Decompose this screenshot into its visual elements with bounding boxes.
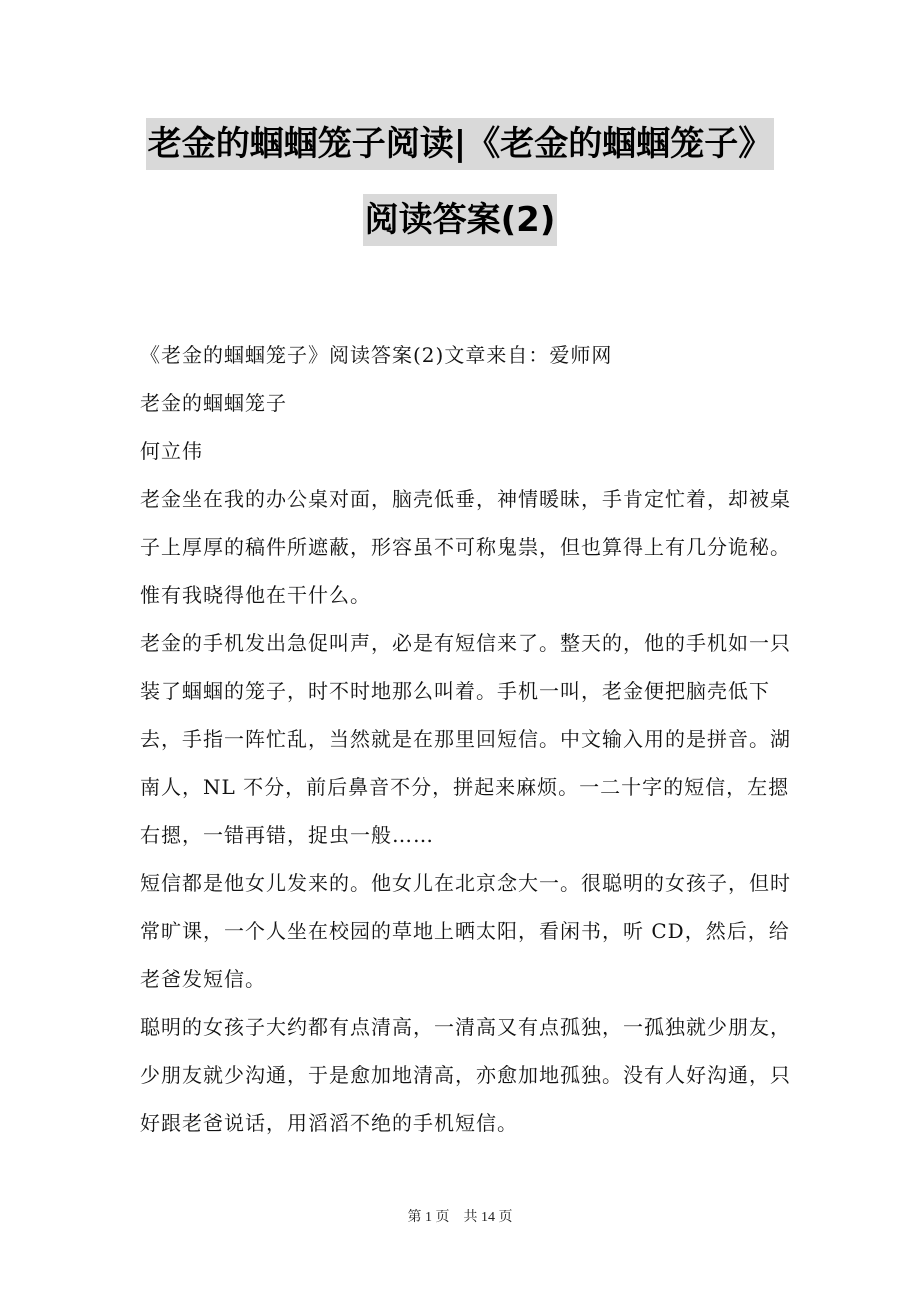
paragraph: 聪明的女孩子大约都有点清高，一清高又有点孤独，一孤独就少朋友，少朋友就少沟通，于是愈加地清高，亦愈加地孤独。没有人好沟通，只好跟老爸说话，用滔滔不绝的手机短信。 bbox=[140, 1015, 791, 1135]
paragraph: 老金坐在我的办公桌对面，脑壳低垂，神情暖昧，手肯定忙着，却被桌子上厚厚的稿件所遮蔽，形容虽不可称鬼祟，但也算得上有几分诡秘。 bbox=[140, 487, 791, 559]
title-line-1: 老金的蝈蝈笼子阅读|《老金的蝈蝈笼子》 bbox=[146, 118, 774, 170]
document-body bbox=[140, 331, 792, 1147]
paragraph: 短信都是他女儿发来的。他女儿在北京念大一。很聪明的女孩子，但时常旷课，一个人坐在校园的草地上晒太阳，看闲书，听 CD，然后，给老爸发短信。 bbox=[140, 871, 791, 991]
title-line-2: 阅读答案(2) bbox=[363, 194, 558, 246]
author-name: 何立伟 bbox=[140, 439, 203, 463]
article-title: 老金的蝈蝈笼子 bbox=[140, 391, 287, 415]
paragraph: 惟有我晓得他在干什么。 bbox=[140, 583, 371, 607]
page-number-footer: 第 1 页 共 14 页 bbox=[407, 1210, 513, 1225]
paragraph: 老金的手机发出急促叫声，必是有短信来了。整天的，他的手机如一只装了蝈蝈的笼子，时不时地那么叫着。手机一叫，老金便把脑壳低下去，手指一阵忙乱，当然就是在那里回短信。中文输入用的是拼音。湖南人，NL 不分，前后鼻音不分，拼起来麻烦。一二十字的短信，左摁右摁，一错再错，捉虫一般…… bbox=[140, 631, 791, 847]
source-line: 《老金的蝈蝈笼子》阅读答案(2)文章来自：爱师网 bbox=[140, 343, 613, 367]
document-title bbox=[0, 118, 920, 246]
